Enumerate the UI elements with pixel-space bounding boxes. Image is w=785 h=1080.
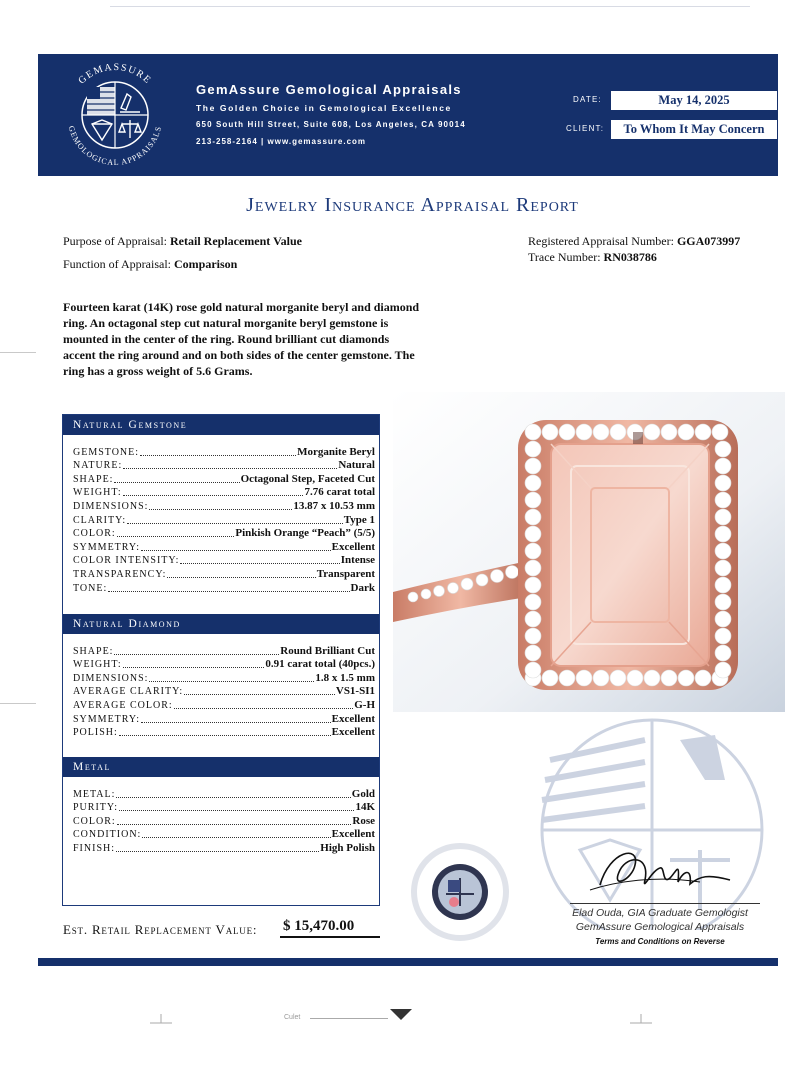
spec-value: Excellent	[331, 540, 375, 553]
halo-diamond	[661, 424, 677, 440]
halo-diamond	[715, 560, 731, 576]
spec-label: METAL:	[73, 788, 116, 800]
spec-label: GEMSTONE:	[73, 446, 140, 458]
halo-diamond	[525, 662, 541, 678]
halo-diamond	[559, 424, 575, 440]
spec-value: 14K	[355, 801, 375, 814]
halo-diamond	[525, 611, 541, 627]
spec-value: Intense	[340, 554, 375, 567]
spec-label: CONDITION:	[73, 829, 142, 841]
dot-leader	[149, 681, 314, 682]
company-name: GemAssure Gemological Appraisals	[196, 82, 462, 97]
halo-diamond	[610, 424, 626, 440]
spec-value: Rose	[352, 814, 375, 827]
halo-diamond	[715, 492, 731, 508]
company-phone-web: 213-258-2164 | www.gemassure.com	[196, 137, 367, 146]
company-logo-seal	[58, 58, 172, 172]
spec-label: WEIGHT:	[73, 487, 122, 499]
dot-leader	[142, 837, 330, 838]
header-banner	[38, 54, 778, 176]
halo-diamond	[576, 670, 592, 686]
spec-label: COLOR INTENSITY:	[73, 555, 180, 567]
halo-diamond	[661, 670, 677, 686]
spec-value: Type 1	[343, 513, 375, 526]
gemstone-heading: Natural Gemstone	[63, 415, 379, 435]
side-mark-left-top	[0, 352, 36, 353]
spec-value: Round Brilliant Cut	[280, 644, 375, 657]
spec-value: 13.87 x 10.53 mm	[293, 499, 375, 512]
spec-label: DIMENSIONS:	[73, 500, 149, 512]
date-value: May 14, 2025	[611, 91, 777, 110]
svg-text:GEMOLOGICAL APPRAISALS: GEMOLOGICAL APPRAISALS	[66, 124, 164, 168]
trace-value: RN038786	[603, 250, 657, 264]
trace-number	[528, 246, 657, 268]
spec-value: 1.8 x 1.5 mm	[315, 671, 375, 684]
bottom-bar	[38, 958, 778, 966]
gemstone-row	[73, 486, 375, 500]
reg-label: Registered Appraisal Number:	[528, 234, 674, 248]
spec-value: Excellent	[331, 712, 375, 725]
cut-mark-right	[630, 1014, 652, 1024]
spec-value: G-H	[354, 698, 375, 711]
spec-label: NATURE:	[73, 460, 123, 472]
item-description: Fourteen karat (14K) rose gold natural morganite beryl and diamond ring. An octagonal step cut natural morganite beryl gemstone is mounted in the center of the ring. Round brilliant cut diamonds accent the ring around and on both sides of the center gemstone. The ring has a gross weight of 5.6 Grams.	[63, 300, 420, 378]
culet-arrow-icon	[390, 1009, 412, 1021]
spec-label: COLOR:	[73, 815, 116, 827]
dot-leader	[140, 455, 296, 456]
dot-leader	[114, 482, 239, 483]
halo-diamond	[715, 628, 731, 644]
spec-label: WEIGHT:	[73, 659, 122, 671]
purpose-value: Retail Replacement Value	[170, 234, 302, 248]
diamond-row	[73, 658, 375, 672]
metal-row	[73, 801, 375, 815]
halo-diamond	[715, 662, 731, 678]
gemstone-row	[73, 527, 375, 541]
spec-value: Dark	[350, 581, 375, 594]
halo-diamond	[525, 492, 541, 508]
diamond-row	[73, 726, 375, 740]
terms-note: Terms and Conditions on Reverse	[595, 937, 725, 946]
halo-diamond	[715, 441, 731, 457]
halo-diamond	[715, 543, 731, 559]
diamond-heading: Natural Diamond	[63, 614, 379, 634]
halo-diamond	[525, 475, 541, 491]
company-address: 650 South Hill Street, Suite 608, Los Angeles, CA 90014	[196, 120, 466, 129]
client-label: CLIENT:	[566, 124, 605, 133]
halo-diamond	[644, 424, 660, 440]
spec-label: PURITY:	[73, 802, 118, 814]
spec-label: TONE:	[73, 582, 108, 594]
date-label: DATE:	[573, 95, 602, 104]
dot-leader	[141, 550, 331, 551]
spec-value: Excellent	[331, 828, 375, 841]
halo-diamond	[542, 670, 558, 686]
gemstone-row	[73, 540, 375, 554]
trace-label: Trace Number:	[528, 250, 601, 264]
spec-label: SHAPE:	[73, 645, 114, 657]
gemstone-row	[73, 499, 375, 513]
report-title: Jewelry Insurance Appraisal Report	[246, 194, 579, 216]
halo-diamond	[712, 424, 728, 440]
spec-label: CLARITY:	[73, 514, 127, 526]
spec-label: POLISH:	[73, 727, 118, 739]
dot-leader	[123, 468, 337, 469]
halo-diamond	[715, 577, 731, 593]
culet-line	[310, 1018, 388, 1019]
gemstone-row	[73, 472, 375, 486]
halo-diamond	[525, 458, 541, 474]
halo-diamond	[525, 560, 541, 576]
hologram-seal	[410, 842, 510, 942]
halo-diamond	[542, 424, 558, 440]
dot-leader	[119, 735, 331, 736]
halo-diamond	[715, 475, 731, 491]
dot-leader	[123, 667, 265, 668]
halo-diamond	[678, 424, 694, 440]
halo-diamond	[695, 424, 711, 440]
halo-diamond	[525, 543, 541, 559]
value-underline	[280, 936, 380, 938]
client-value: To Whom It May Concern	[611, 120, 777, 139]
spec-value: Excellent	[331, 726, 375, 739]
gemstone-row	[73, 554, 375, 568]
metal-row	[73, 787, 375, 801]
metal-row	[73, 828, 375, 842]
dot-leader	[180, 563, 339, 564]
spec-label: SHAPE:	[73, 473, 114, 485]
halo-diamond	[593, 670, 609, 686]
halo-diamond	[678, 670, 694, 686]
diamond-row	[73, 644, 375, 658]
halo-diamond	[695, 670, 711, 686]
dot-leader	[114, 654, 279, 655]
metal-row	[73, 841, 375, 855]
gemstone-row	[73, 513, 375, 527]
specifications-panel	[62, 414, 380, 906]
halo-diamond	[525, 424, 541, 440]
halo-diamond	[525, 628, 541, 644]
retail-replacement-value	[63, 918, 355, 938]
dot-leader	[123, 495, 304, 496]
value-label: Est. Retail Replacement Value:	[63, 922, 258, 937]
function-of-appraisal	[63, 253, 237, 275]
halo-diamond	[644, 670, 660, 686]
halo-diamond	[715, 594, 731, 610]
spec-value: Natural	[338, 459, 375, 472]
signature-line	[570, 903, 760, 904]
diamond-row	[73, 698, 375, 712]
diamond-row	[73, 712, 375, 726]
purpose-label: Purpose of Appraisal:	[63, 234, 167, 248]
dot-leader	[127, 523, 343, 524]
dot-leader	[167, 577, 315, 578]
spec-label: FINISH:	[73, 842, 116, 854]
halo-diamond	[715, 645, 731, 661]
spec-label: SYMMETRY:	[73, 541, 140, 553]
spec-value: High Polish	[320, 841, 375, 854]
spec-value: 0.91 carat total (40pcs.)	[265, 658, 375, 671]
dot-leader	[108, 591, 349, 592]
appraiser-signature	[580, 840, 740, 900]
diamond-row	[73, 685, 375, 699]
cut-mark-left	[150, 1014, 172, 1024]
dot-leader	[149, 509, 292, 510]
gemstone-row	[73, 567, 375, 581]
halo-diamond	[610, 670, 626, 686]
halo-diamond	[525, 577, 541, 593]
halo-diamond	[715, 458, 731, 474]
function-value: Comparison	[174, 257, 238, 271]
halo-diamond	[627, 670, 643, 686]
dot-leader	[141, 722, 331, 723]
gemstone-row	[73, 581, 375, 595]
spec-label: DIMENSIONS:	[73, 672, 149, 684]
spec-value: Gold	[351, 787, 375, 800]
spec-label: TRANSPARENCY:	[73, 568, 167, 580]
spec-value: Octagonal Step, Faceted Cut	[240, 472, 375, 485]
dot-leader	[116, 797, 350, 798]
halo-diamond	[715, 611, 731, 627]
halo-diamond	[525, 526, 541, 542]
function-label: Function of Appraisal:	[63, 257, 171, 271]
gemstone-row	[73, 459, 375, 473]
company-tagline: The Golden Choice in Gemological Excellence	[196, 103, 452, 113]
side-mark-left-bottom	[0, 703, 36, 704]
culet-label: Culet	[284, 1014, 301, 1021]
spec-value: 7.76 carat total	[304, 486, 375, 499]
appraiser-company: GemAssure Gemological Appraisals	[575, 921, 745, 933]
halo-diamond	[525, 509, 541, 525]
spec-label: AVERAGE CLARITY:	[73, 686, 184, 698]
halo-diamond	[715, 526, 731, 542]
purpose-of-appraisal	[63, 230, 302, 252]
gemstone-row	[73, 445, 375, 459]
halo-diamond	[715, 509, 731, 525]
spec-label: AVERAGE COLOR:	[73, 699, 173, 711]
metal-heading: Metal	[63, 757, 379, 777]
appraiser-name: Elad Ouda, GIA Graduate Gemologist	[572, 907, 748, 919]
dot-leader	[117, 824, 352, 825]
dot-leader	[116, 851, 319, 852]
halo-diamond	[525, 441, 541, 457]
halo-diamond	[525, 594, 541, 610]
halo-diamond	[593, 424, 609, 440]
spec-value: Morganite Beryl	[297, 445, 375, 458]
value-amount: $ 15,470.00	[283, 918, 355, 934]
halo-diamond	[559, 670, 575, 686]
dot-leader	[117, 536, 235, 537]
spec-value: VS1-SI1	[335, 685, 375, 698]
halo-diamond	[525, 645, 541, 661]
diamond-row	[73, 671, 375, 685]
dot-leader	[174, 708, 354, 709]
metal-row	[73, 814, 375, 828]
top-rule	[110, 6, 750, 7]
svg-text:GEMASSURE: GEMASSURE	[76, 61, 154, 87]
dot-leader	[184, 694, 335, 695]
reg-value: GGA073997	[676, 234, 741, 248]
spec-value: Transparent	[316, 567, 375, 580]
ring-photo	[393, 392, 785, 712]
spec-value: Pinkish Orange “Peach” (5/5)	[235, 527, 375, 540]
spec-label: SYMMETRY:	[73, 713, 140, 725]
spec-label: COLOR:	[73, 528, 116, 540]
dot-leader	[119, 810, 354, 811]
halo-diamond	[576, 424, 592, 440]
